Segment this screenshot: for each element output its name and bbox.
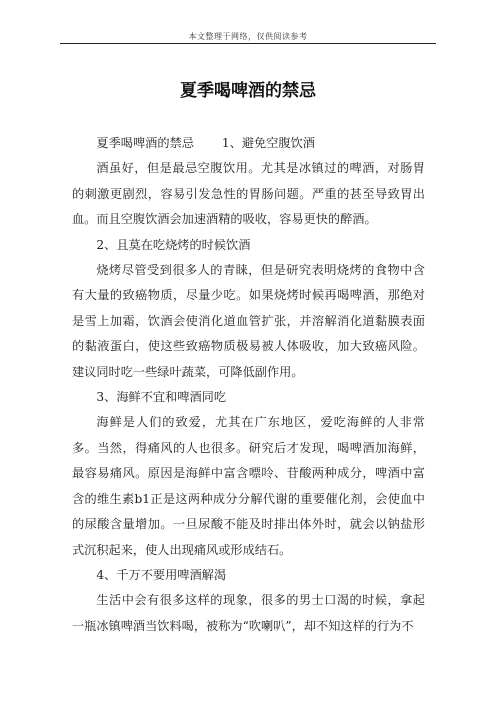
section-heading-3: 3、海鲜不宜和啤酒同吃 xyxy=(96,390,227,405)
document-body xyxy=(72,131,425,639)
section-body-1: 酒虽好，但是最忌空腹饮用。尤其是冰镇过的啤酒，对肠胃的刺激更剧烈，容易引发急性的胃肠问题。严重的甚至导致胃出血。而且空腹饮酒会加速酒精的吸收，容易更快的醉酒。 xyxy=(72,161,425,227)
header-divider xyxy=(60,43,436,44)
section-heading-2: 2、且莫在吃烧烤的时候饮酒 xyxy=(96,237,251,252)
section-body-2: 烧烤尽管受到很多人的青睐，但是研究表明烧烤的食物中含有大量的致癌物质，尽量少吃。如果烧烤时候再喝啤酒，那绝对是雪上加霜，饮酒会使消化道血管扩张，并溶解消化道黏膜表面的黏液蛋白，使这些致癌物质极易被人体吸收，加大致癌风险。建议同时吃一些绿叶蔬菜，可降低副作用。 xyxy=(72,263,425,379)
intro-label: 夏季喝啤酒的禁忌 xyxy=(96,136,194,150)
page-header-note: 本文整理于网络，仅供阅读参考 xyxy=(188,32,308,41)
document-title: 夏季喝啤酒的禁忌 xyxy=(180,81,316,101)
intro-line xyxy=(72,131,425,156)
section-body-3: 海鲜是人们的致爱，尤其在广东地区，爱吃海鲜的人非常多。当然，得痛风的人也很多。研究后才发现，喝啤酒加海鲜，最容易痛风。原因是海鲜中富含嘌呤、苷酸两种成分，啤酒中富含的维生素b1正是这两种成分分解代谢的重要催化剂，会使血中的尿酸含量增加。一旦尿酸不能及时排出体外时，就会以钠盐形式沉积起来，使人出现痛风或形成结石。 xyxy=(72,415,425,557)
section-heading-1: 1、避免空腹饮酒 xyxy=(221,136,315,150)
section-body-4: 生活中会有很多这样的现象，很多的男士口渴的时候，拿起一瓶冰镇啤酒当饮料喝，被称为“吹喇叭”，却不知这样的行为不 xyxy=(72,593,425,633)
section-heading-4: 4、千万不要用啤酒解渴 xyxy=(96,567,227,582)
